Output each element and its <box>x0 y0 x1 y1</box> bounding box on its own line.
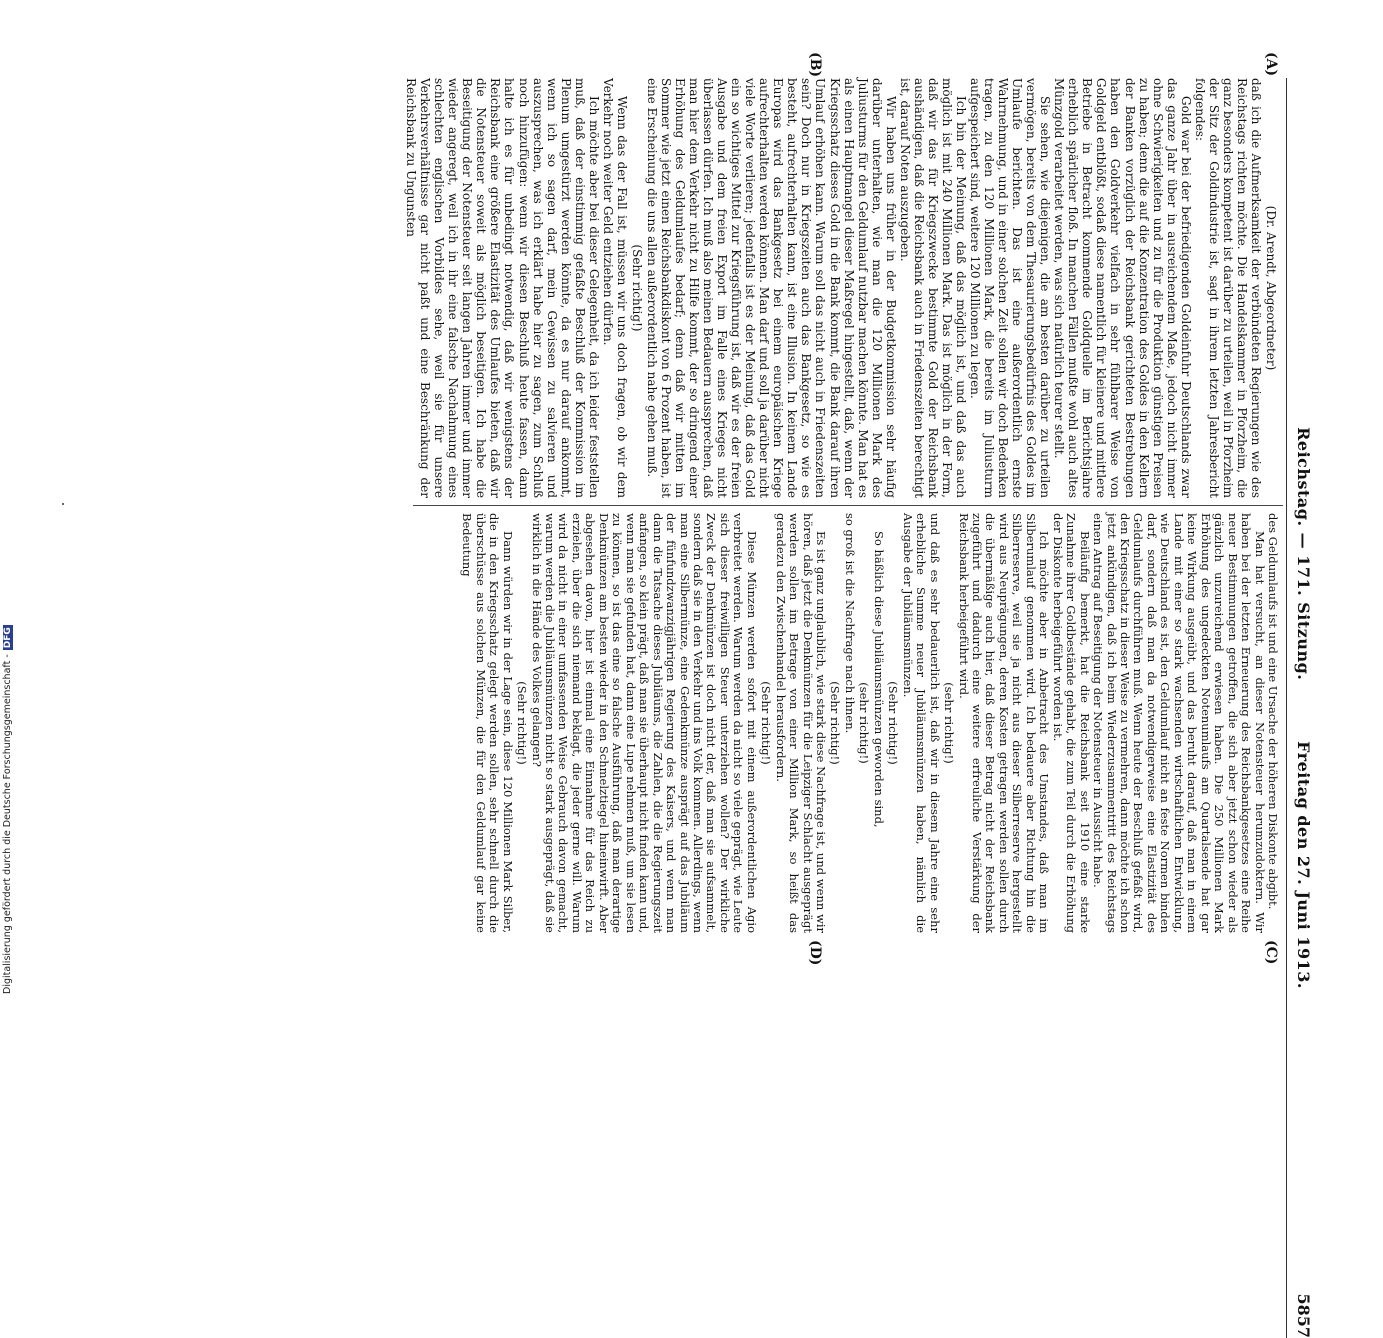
speck <box>62 503 64 505</box>
interjection: (sehr richtig!) <box>942 682 957 764</box>
page-number: 5857 <box>1294 1293 1313 1338</box>
header-right: Freitag den 27. Juni 1913. <box>1294 741 1313 989</box>
digitization-credit <box>2 14 18 994</box>
paragraph: Ich bin der Meinung, daß das möglich ist, und daß das auch möglich ist mit 240 Millionen Mark. Das ist möglich in der Form, daß wir das für Kriegszwecke bestimmte Gold der Reichsbank aushändigen, daß die Reichsbank auch in Friedenszeiten berechtigt ist, darauf Noten auszugeben. <box>897 78 968 498</box>
paragraph: so groß ist die Nachfrage nach ihnen. <box>842 513 857 734</box>
paragraph: Wir haben uns früher in der Budgetkommission sehr häufig darüber unterhalten, wie man die 120 Millionen Mark des Juliusturms für den Geldumlauf nutzbar machen könnte. Man hat es als einen Hauptmangel dieser Maßregel hingestellt, daß, wenn der Kriegsschatz dieses Gold in die Bank kommt, die Bank darauf ihren Umlauf erhöhen kann. Warum soll das nicht auch in Friedenszeiten sein? Doch nur in Kriegszeiten auch das Bankgesetz, so wie es besteht, aufrechterhalten kann, ist eine Illusion. In keinem Lande Europas wird das Bankgesetz bei einem europäischen Kriege aufrechterhalten werden können. Man darf und soll ja darüber nicht viele Worte verlieren; jedenfalls ist es der Meinung, daß das Gold ein so wichtiges Mittel zur Kriegsführung ist, daß wir es der freien Ausgabe und dem freien Export im Falle eines Krieges nicht überlassen dürfen. Ich muß also meinen Bedauern aussprechen, daß man hier dem Verkehr nicht zu Hilfe kommt, der so dringend einer Erhöhung des Geldumlaufes bedarf; denn daß wir mitten im Sommer wie jetzt einen Reichsbankdiskont von 6 Prozent haben, ist eine Erscheinung die uns allen außerordentlich nahe gehen muß. <box>644 78 898 498</box>
interjection: (Sehr richtig!) <box>828 681 843 765</box>
paragraph: und daß es sehr bedauerlich ist, daß wir in diesem Jahre eine sehr erhebliche Summe neuer Jubiläumsmünzen haben, nämlich die Ausgabe der Jubiläumsmünzen. <box>900 513 942 933</box>
paragraph: Diese Münzen werden sofort mit einem außerordentlichen Agio verbreitet werden. Warum werden da nicht so viele geprägt, wie Leute sich dieser freiwilligen Steuer unterziehen wollen? Der wirkliche Zweck der Denkmünzen ist doch nicht der, daß man sie aufsammelt, sondern daß sie in den Verkehr und ins Volk kommen. Allerdings, wenn man eine Silbermünze, eine Gedenkmünze ausprägt auf das Jubiläum der fünfundzwanzigjährigen Regierung des Kaisers, und wenn man dann die Tatsache dieses Jubiläums, die Zahlen, die die Regierungszeit anfangen, so klein prägt, daß man sie überhaupt nicht finden kann und, wenn man sie gefunden hat, dann eine Lupe nehmen muß, um sie lesen zu können, so ist das eine so falsche Ausführung, daß man derartige Denkmünzen am besten wieder in den Schmelztiegel hineinwirft. Aber abgesehen davon, hier ist einmal eine Einnahme für das Reich zu erzielen, über die sich niemand beklagt, die jeder gerne will. Warum wird da nicht in einer umfassenden Weise Gebrauch davon gemacht, warum werden die Jubiläumsmünzen nicht so stark ausgeprägt, daß sie wirklich in die Hände des Volkes gelangen? <box>529 513 759 933</box>
header-rule <box>1286 78 1287 1338</box>
paragraph: So häßlich diese Jubiläumsmünzen geworden sind, <box>871 531 886 828</box>
header-title <box>1294 78 1313 1338</box>
interjection: (Sehr richtig!) <box>629 244 644 332</box>
paragraph: Es ist ganz unglaublich, wie stark diese Nachfrage ist, und wenn wir hören, daß jetzt die Denkmünzen für die Leipziger Schlacht ausgeprägt werden sollen im Betrage von einer Million Mark, so heißt das geradezu den Zwischenhandel herausfordern. <box>773 513 829 933</box>
column-separator <box>413 505 1283 506</box>
page-header <box>1283 78 1313 1338</box>
right-column <box>460 513 1279 933</box>
paragraph: Ich möchte aber bei dieser Gelegenheit, da ich leider feststellen muß, daß der einstimmig gefaßte Beschluß der Kommission im Plenum umgestürzt werden könnte, da es nur darauf ankommt, wenn ich so sagen darf, mein Gewissen zu salvieren und auszusprechen, was ich erklärt habe hier zu sagen, zum Schluß noch hinzufügen: wenn wir diesen Beschluß heute fassen, dann halte ich es für unbedingt notwendig, daß wir wenigstens der Reichsbank eine größere Elastizität des Umlaufes bieten, daß wir die Notensteuer soweit als möglich beseitigen. Ich habe die Beseitigung der Notensteuer seit langen Jahren immer und immer wieder angeregt, weil ich in ihr eine falsche Nachahmung eines schlechten englischen Vorbildes sehe, weil sie für unsere Verkehrsverhältnisse gar nicht paßt und eine Beschränkung der Reichsbank zu Ungunsten <box>404 78 601 498</box>
margin-marker-b: (B) <box>807 52 823 78</box>
interjection: (Sehr richtig!) <box>515 681 530 765</box>
left-column <box>404 78 1279 498</box>
paragraph: Ich möchte aber in Anbetracht des Umstandes, daß man im Silberumlauf genommen wird. Ich bedauere aber Richtung hin die Silberreserve, weil sie ja nicht aus dieser Silberreserve hergestellt wird aus Neuprägungen, deren Kosten getragen werden sollen durch die übermäßige auch hier, daß dieser Betrag nicht der Reichsbank zugeführt und dadurch eine weitere erfreuliche Verstärkung der Reichsbank herbeigeführt wird. <box>956 513 1052 933</box>
paragraph: Dann würden wir in der Lage sein, diese 120 Millionen Mark Silber, die in den Kriegsschatz gelegt werden sollen, sehr schnell durch die überschüsse aus solchen Münzen, die für den Geldumlauf gar keine Bedeutung <box>460 513 515 933</box>
paragraph: des Geldumlaufs ist und eine Ursache der höheren Diskonte abgibt. <box>1266 513 1280 910</box>
paragraph: Wenn das der Fall ist, müssen wir uns doch fragen, ob wir dem Verkehr noch weiter Geld entziehen dürfen. <box>600 78 629 498</box>
margin-marker-c: (C) <box>1263 940 1279 965</box>
header-left: Reichstag. — 171. Sitzung. <box>1294 427 1313 681</box>
interjection: (Sehr richtig!) <box>759 681 774 765</box>
paragraph: Sie sehen, wie diejenigen, die am besten darüber zu urteilen vermögen, bereits von dem Thesaurierungsbedürfnis des Goldes im Umlaufe berichten. Das ist eine außerordentlich ernste Wahrnehmung, und in einer solchen Zeit sollen wir doch Bedenken tragen, zu den 120 Millionen Mark, die bereits im Juliusturm aufgespeichert sind, weitere 120 Millionen zu legen. <box>968 78 1053 498</box>
paragraph: daß ich die Aufmerksamkeit der verbündeten Regierungen wie des Reichstags richten möchte. Die Handelskammer in Pforzheim, die ganz besonders kompetent ist darüber zu urteilen, weil in Pforzheim der Sitz der Goldindustrie ist, sagt in ihrem letzten Jahresbericht folgendes: <box>1192 78 1263 498</box>
margin-marker-d: (D) <box>807 940 823 966</box>
interjection: (Sehr richtig!) <box>886 681 901 765</box>
dfg-logo: DFG <box>3 627 13 649</box>
interjection: (sehr richtig!) <box>857 682 872 764</box>
credit-text: Digitalisierung gefördert durch die Deutsche Forschungsgemeinschaft - <box>2 654 13 994</box>
speaker-label: (Dr. Arendt, Abgeordneter) <box>1264 205 1278 371</box>
quote-paragraph: Gold war bei der befriedigenden Goldeinfuhr Deutschlands zwar das ganze Jahr über in ausreichendem Maße, jedoch nicht immer ohne Schwierigkeiten und zu für die Produktion günstigen Preisen zu haben; denn die auf die Konzentration des Goldes in den Kellern der Banken vorzüglich der Reichsbank gerichteten Bestrebungen haben den Goldverkehr vielfach in sehr fühlbarer Weise von Goldgeld entblößt, sodaß diese namentlich für kleinere und mittlere Betriebe in Betracht kommende Goldquelle im Berichtsjahre erheblich spärlicher floß. In manchen Fällen mußte wohl auch altes Münzgold verarbeitet werden, was sich natürlich teurer stellt. <box>1052 78 1193 498</box>
paragraph: Beiläufig bemerkt, hat die Reichsbank seit 1910 eine starke Zunahme ihrer Goldbestände gehabt, die zum Teil durch die Erhöhung der Diskonte herbeigeführt worden ist. <box>1050 513 1092 933</box>
paragraph: Man hat versucht, an dieser Notensteuer herumzudoktern. Wir haben bei der letzten Erneuerung des Reichsbankgesetzes eine Reihe neuer Bestimmungen getroffen, die sich aber jetzt schon wieder als gänzlich unzureichend erwiesen haben. Die 250 Millionen Mark Erhöhung des ungedeckten Notenumlaufs am Quartalsende hat gar keine Wirkung ausgeübt, und das beruht darauf, daß man in einem Lande mit einer so stark wachsenden wirtschaftlichen Entwicklung, wie Deutschland es ist, den Geldumlauf nicht an feste Normen binden darf, sondern daß man da notwendigerweise eine Elastizität des Geldumlaufs durchführen muß. Wenn heute der Beschluß gefaßt wird, den Kriegsschatz in dieser Weise zu vermehren, dann möchte ich schon jetzt ankündigen, daß ich beim Wiederzusammentritt des Reichstags einen Antrag auf Beseitigung der Notensteuer in Aussicht habe. <box>1091 513 1267 933</box>
margin-marker-a: (A) <box>1263 52 1279 77</box>
